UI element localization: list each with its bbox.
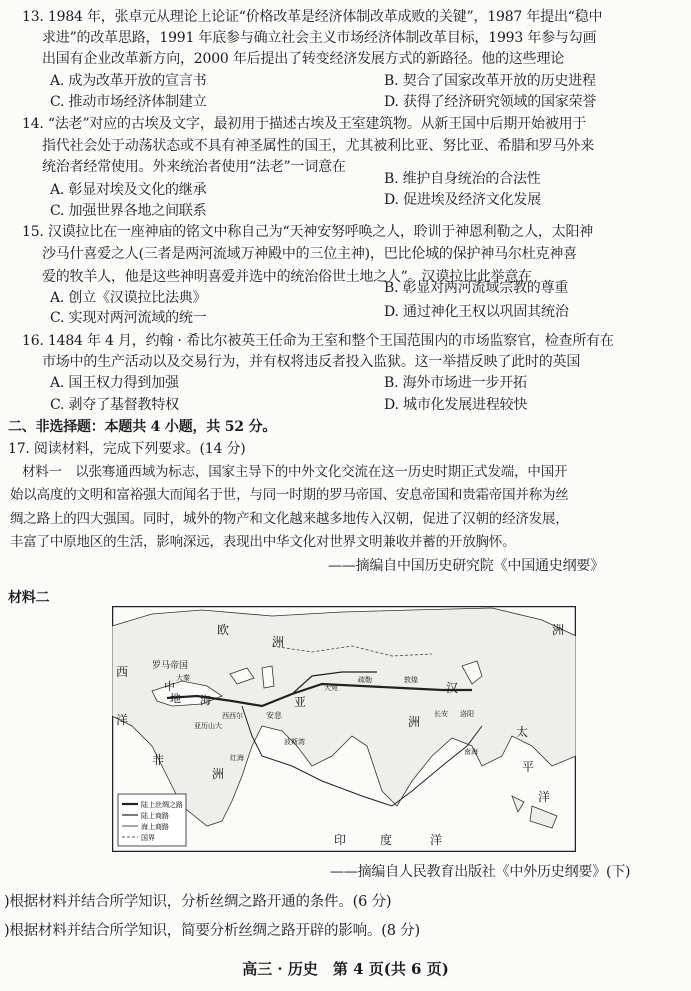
material1-source: ——摘编自中国历史研究院《中国通史纲要》 — [328, 558, 604, 574]
label-africa: 非 — [152, 753, 165, 767]
label-persian-gulf: 波斯湾 — [284, 738, 305, 746]
label-red-sea: 红海 — [230, 754, 244, 762]
label-anxi: 安息 — [266, 711, 282, 720]
label-pacific-yang: 洋 — [538, 790, 551, 804]
q13-option-d: D. 获得了经济研究领域的国家荣誉 — [384, 94, 597, 110]
label-west: 西 — [116, 665, 129, 679]
q14-option-a: A. 彰显对埃及文化的继承 — [50, 182, 207, 198]
label-dunhuang: 敦煌 — [404, 676, 418, 684]
label-luoyang: 洛阳 — [460, 710, 474, 718]
material2-label: 材料二 — [8, 590, 50, 606]
material1-line4: 丰富了中原地区的生活，影响深远，表现出中华文化对世界文明兼收并蓄的开放胸怀。 — [10, 534, 516, 550]
q16-option-a: A. 国王权力得到加强 — [50, 375, 179, 391]
q14-stem-line3: 统治者经常使用。外来统治者使用“法老”一词意在 — [42, 159, 346, 175]
label-changan: 长安 — [434, 710, 448, 718]
label-pacific-ping: 平 — [522, 760, 535, 774]
label-pacific-tai: 太 — [516, 725, 529, 739]
q16-stem-line1: 16. 1484 年 4 月，约翰 · 希比尔被英王任命为王室和整个王国范围内的市场监察官，检查所有在 — [22, 333, 614, 349]
label-city: 西西尔 — [222, 712, 243, 720]
map-legend — [118, 794, 186, 846]
page-footer: 高三 · 历史 第 4 页(共 6 页) — [242, 960, 449, 978]
label-alexandria: 亚历山大 — [194, 722, 222, 730]
q15-stem-line2: 沙马什喜爱之人(三者是两河流域万神殿中的三位主神)，巴比伦城的保护神马尔杜克神喜 — [42, 246, 577, 262]
q15-stem-line1: 15. 汉谟拉比在一座神庙的铭文中称自己为“天神安努呼唤之人，聆训于神恩利勒之人，太阳神 — [22, 224, 594, 240]
q14-option-c: C. 加强世界各地之间联系 — [50, 203, 207, 219]
q16-option-d: D. 城市化发展进程较快 — [384, 397, 528, 413]
q13-stem-line1: 13. 1984 年，张卓元从理论上论证“价格改革是经济体制改革成败的关键”，1987 年提出“稳中 — [22, 9, 603, 25]
label-africa2: 洲 — [212, 767, 225, 781]
label-kashgar: 疏勒 — [358, 676, 372, 684]
label-indian-du: 度 — [380, 833, 393, 847]
label-indian-in: 印 — [334, 833, 347, 847]
material1-line1: 材料一 以张骞通西域为标志，国家主导下的中外文化交流在这一历史时期正式发端，中国开 — [22, 464, 568, 480]
label-nanhai: 南海 — [464, 748, 478, 756]
q13-stem-line2: 求进”的改革思路，1991 年底参与确立社会主义市场经济体制改革目标，1993 年参与勾画 — [42, 30, 597, 46]
label-asia2: 洲 — [408, 715, 421, 729]
q15-option-c: C. 实现对两河流域的统一 — [50, 310, 207, 326]
q16-option-c: C. 剥夺了基督教特权 — [50, 397, 179, 413]
label-daqin: 大秦 — [176, 674, 190, 682]
material1-line2: 始以高度的文明和富裕强大而闻名于世，与同一时期的罗马帝国、安息帝国和贵霜帝国并称为丝 — [10, 487, 569, 503]
q14-option-d: D. 促进埃及经济文化发展 — [384, 192, 542, 208]
legend-land-trade: 陆上商路 — [141, 812, 169, 820]
q17-question2: )根据材料并结合所学知识，简要分析丝绸之路开辟的影响。(8 分) — [4, 923, 420, 939]
q14-stem-line2: 指代社会处于动荡状态或不具有神圣属性的国王，尤其被利比亚、努比亚、希腊和罗马外来 — [42, 138, 594, 154]
label-ocean-west: 洋 — [116, 713, 129, 727]
label-asia: 亚 — [294, 695, 307, 709]
q13-option-c: C. 推动市场经济体制建立 — [50, 94, 207, 110]
label-rome: 罗马帝国 — [152, 661, 189, 671]
silk-road-map — [112, 606, 576, 852]
q16-stem-line2: 市场中的生产活动以及交易行为，并有权将违反者投入监狱。这一举措反映了此时的英国 — [42, 354, 581, 370]
q13-option-b: B. 契合了国家改革开放的历史进程 — [384, 73, 596, 89]
label-sea-zhong: 中 — [164, 680, 175, 693]
label-han: 汉 — [446, 681, 459, 695]
q13-stem-line3: 出国有企业改革新方向，2000 年后提出了转变经济发展方式的新路径。他的这些理论 — [42, 51, 565, 67]
material2-source: ——摘编自人民教育出版社《中外历史纲要》(下) — [330, 864, 631, 880]
label-sea-hai: 海 — [200, 694, 211, 707]
label-dayuan: 大宛 — [324, 684, 338, 692]
q17-question1: )根据材料并结合所学知识，分析丝绸之路开通的条件。(6 分) — [4, 894, 392, 910]
q15-option-b: B. 彰显对两河流域宗教的尊重 — [384, 280, 569, 296]
section-heading: 二、非选择题：本题共 4 小题，共 52 分。 — [8, 419, 277, 435]
label-asia-east: 洲 — [552, 623, 565, 637]
caspian-sea — [262, 666, 274, 688]
label-europe2: 洲 — [272, 635, 285, 649]
legend-border: 国界 — [141, 834, 155, 842]
q15-option-a: A. 创立《汉谟拉比法典》 — [50, 290, 207, 306]
q14-stem-line1: 14. “法老”对应的古埃及文字，最初用于描述古埃及王室建筑物。从新王国中后期开始被用于 — [22, 116, 587, 132]
q16-option-b: B. 海外市场进一步开拓 — [384, 375, 527, 391]
material1-line3: 绸之路上的四大强国。同时，城外的物产和文化越来越多地传入汉朝，促进了汉朝的经济发展， — [10, 511, 569, 527]
q13-option-a: A. 成为改革开放的宣言书 — [50, 73, 207, 89]
legend-land-silk-road: 陆上丝绸之路 — [141, 801, 183, 809]
legend-sea-trade: 海上商路 — [141, 823, 169, 831]
q15-stem-line3: 爱的牧羊人，他是这些神明喜爱并选中的统治俗世土地之人”。汉谟拉比此举意在 — [42, 269, 532, 285]
q17-title: 17. 阅读材料，完成下列要求。(14 分) — [8, 441, 246, 457]
label-di: 地 — [170, 692, 181, 705]
q14-option-b: B. 维护自身统治的合法性 — [384, 171, 541, 187]
label-europe: 欧 — [217, 623, 230, 637]
label-indian-yang: 洋 — [430, 833, 443, 847]
q15-option-d: D. 通过神化王权以巩固其统治 — [384, 304, 569, 320]
